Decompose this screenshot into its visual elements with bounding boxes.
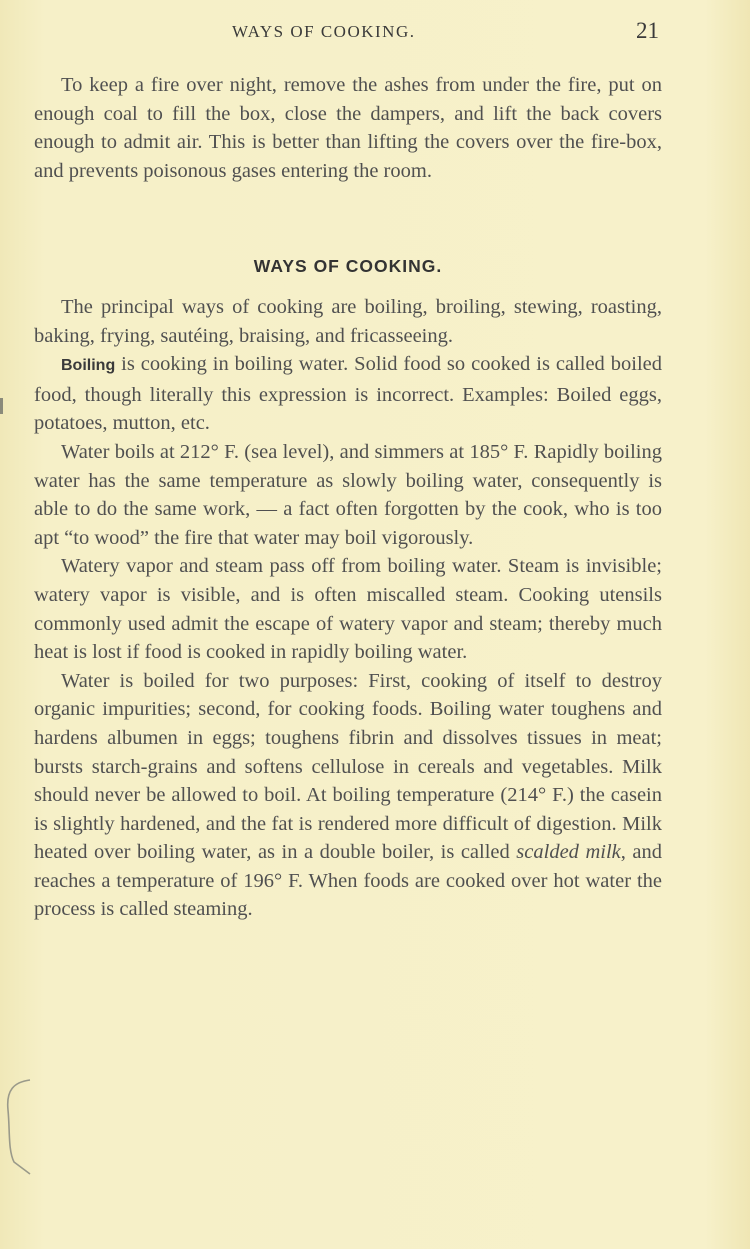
page-number: 21 bbox=[636, 18, 659, 43]
paragraph-purposes bbox=[34, 667, 662, 924]
paragraph-boiling bbox=[34, 350, 662, 438]
paragraph-boiling-text: is cooking in boiling water. Solid food so cooked is called boiled food, though literally this expression is incorrect. Examples: Boiled eggs, potatoes, mutton, etc. bbox=[34, 353, 662, 435]
paragraph-principal-ways: The principal ways of cooking are boiling, broiling, stewing, roasting, baking, frying, sautéing, braising, and fricasseeing. bbox=[34, 296, 662, 347]
intro-paragraph: To keep a fire over night, remove the ashes from under the fire, put on enough coal to fill the box, close the dampers, and lift the back covers enough to admit air. This is better than lifting the covers over the fire-box, and prevents poisonous gases entering the room. bbox=[34, 74, 662, 182]
running-title: WAYS OF COOKING. bbox=[232, 22, 416, 41]
paragraph-boiling-point: Water boils at 212° F. (sea level), and simmers at 185° F. Rapidly boiling water has the same temperature as slowly boiling water, consequently is able to do the same work, — a fact often forgotten by the cook, who is too apt “to wood” the fire that water may boil vigorously. bbox=[34, 440, 662, 549]
paragraph-purposes-text-b: , and reaches a temperature of 196° F. When foods are cooked over hot water the process is called steaming. bbox=[34, 841, 663, 921]
term-scalded-milk: scalded milk bbox=[516, 841, 621, 864]
section-body bbox=[34, 293, 662, 924]
term-boiling: Boiling bbox=[61, 357, 116, 375]
running-head bbox=[0, 18, 750, 48]
section-heading: WAYS OF COOKING. bbox=[253, 256, 443, 276]
paragraph-watery-vapor: Watery vapor and steam pass off from boiling water. Steam is invisible; watery vapor is visible, and is often miscalled steam. Cooking utensils commonly used admit the escape of watery vapor and steam; thereby much heat is lost if food is cooked in rapidly boiling water. bbox=[34, 555, 662, 664]
pencil-bracket-mark bbox=[0, 1050, 40, 1180]
paragraph-purposes-text-a: Water is boiled for two purposes: First, cooking of itself to destroy organic impurities; second, for cooking foods. Boiling water toughens and hardens albumen in eggs; toughens fibrin and dissolves tissues in meat; bursts starch-grains and softens cellulose in cereals and vegetables. Milk should never be allowed to boil. At boiling temperature (214° F.) the casein is slightly hardened, and the fat is rendered more difficult of digestion. Milk heated over boiling water, as in a double boiler, is called bbox=[34, 669, 662, 864]
intro-block bbox=[34, 71, 662, 185]
margin-speck bbox=[0, 398, 3, 414]
